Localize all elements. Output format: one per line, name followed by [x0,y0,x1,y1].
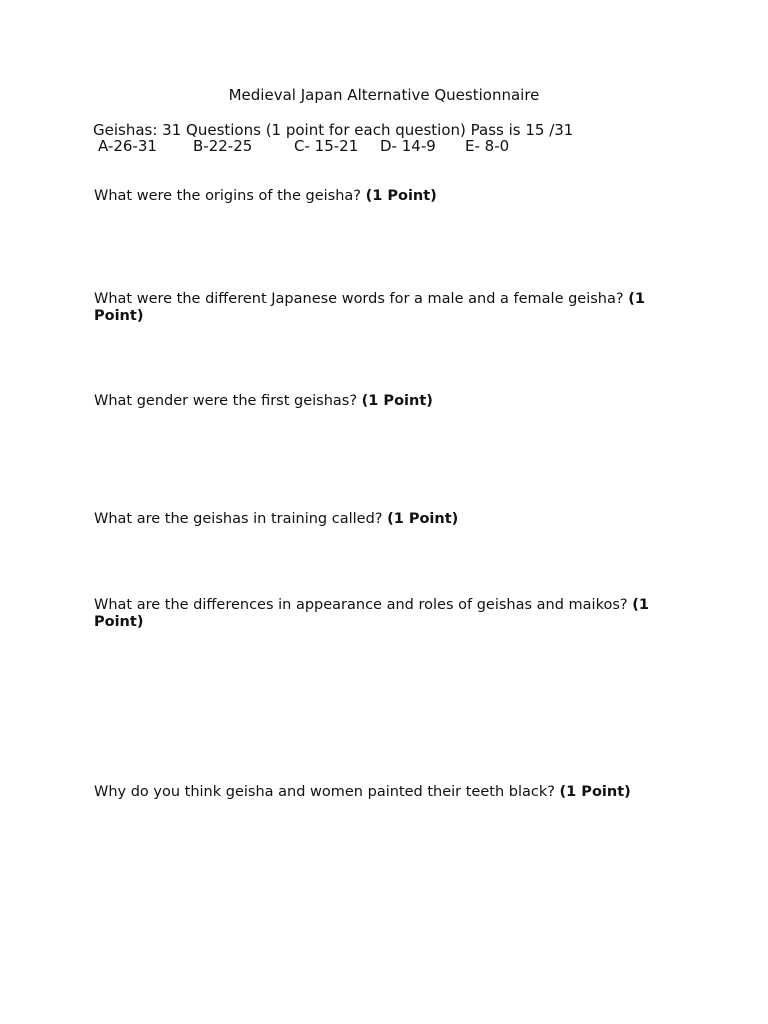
question-points: (1 Point) [559,784,631,800]
grade-scale [98,137,509,155]
question-6 [94,784,694,801]
question-3 [94,393,694,410]
question-text: Why do you think geisha and women painted their teeth black? [94,784,560,800]
question-4 [94,511,694,528]
question-points: (1 Point) [94,597,649,630]
question-1 [94,188,694,205]
document-title: Medieval Japan Alternative Questionnaire [228,86,540,104]
question-5 [94,597,694,631]
question-text: What gender were the first geishas? [94,393,362,409]
grade-e: E- 8-0 [465,137,510,155]
grade-a: A-26-31 [98,137,157,155]
question-text: What are the geishas in training called? [94,511,388,527]
question-text: What were the origins of the geisha? [94,188,366,204]
grade-d: D- 14-9 [380,137,436,155]
grade-b: B-22-25 [193,137,253,155]
grading-summary: Geishas: 31 Questions (1 point for each question) Pass is 15 /31 [93,121,574,139]
question-points: (1 Point) [94,291,645,324]
question-points: (1 Point) [365,188,437,204]
question-points: (1 Point) [361,393,433,409]
grade-c: C- 15-21 [294,137,359,155]
question-2 [94,291,694,325]
question-text: What were the different Japanese words for a male and a female geisha? [94,291,629,307]
question-text: What are the differences in appearance and roles of geishas and maikos? [94,597,633,613]
question-points: (1 Point) [387,511,459,527]
